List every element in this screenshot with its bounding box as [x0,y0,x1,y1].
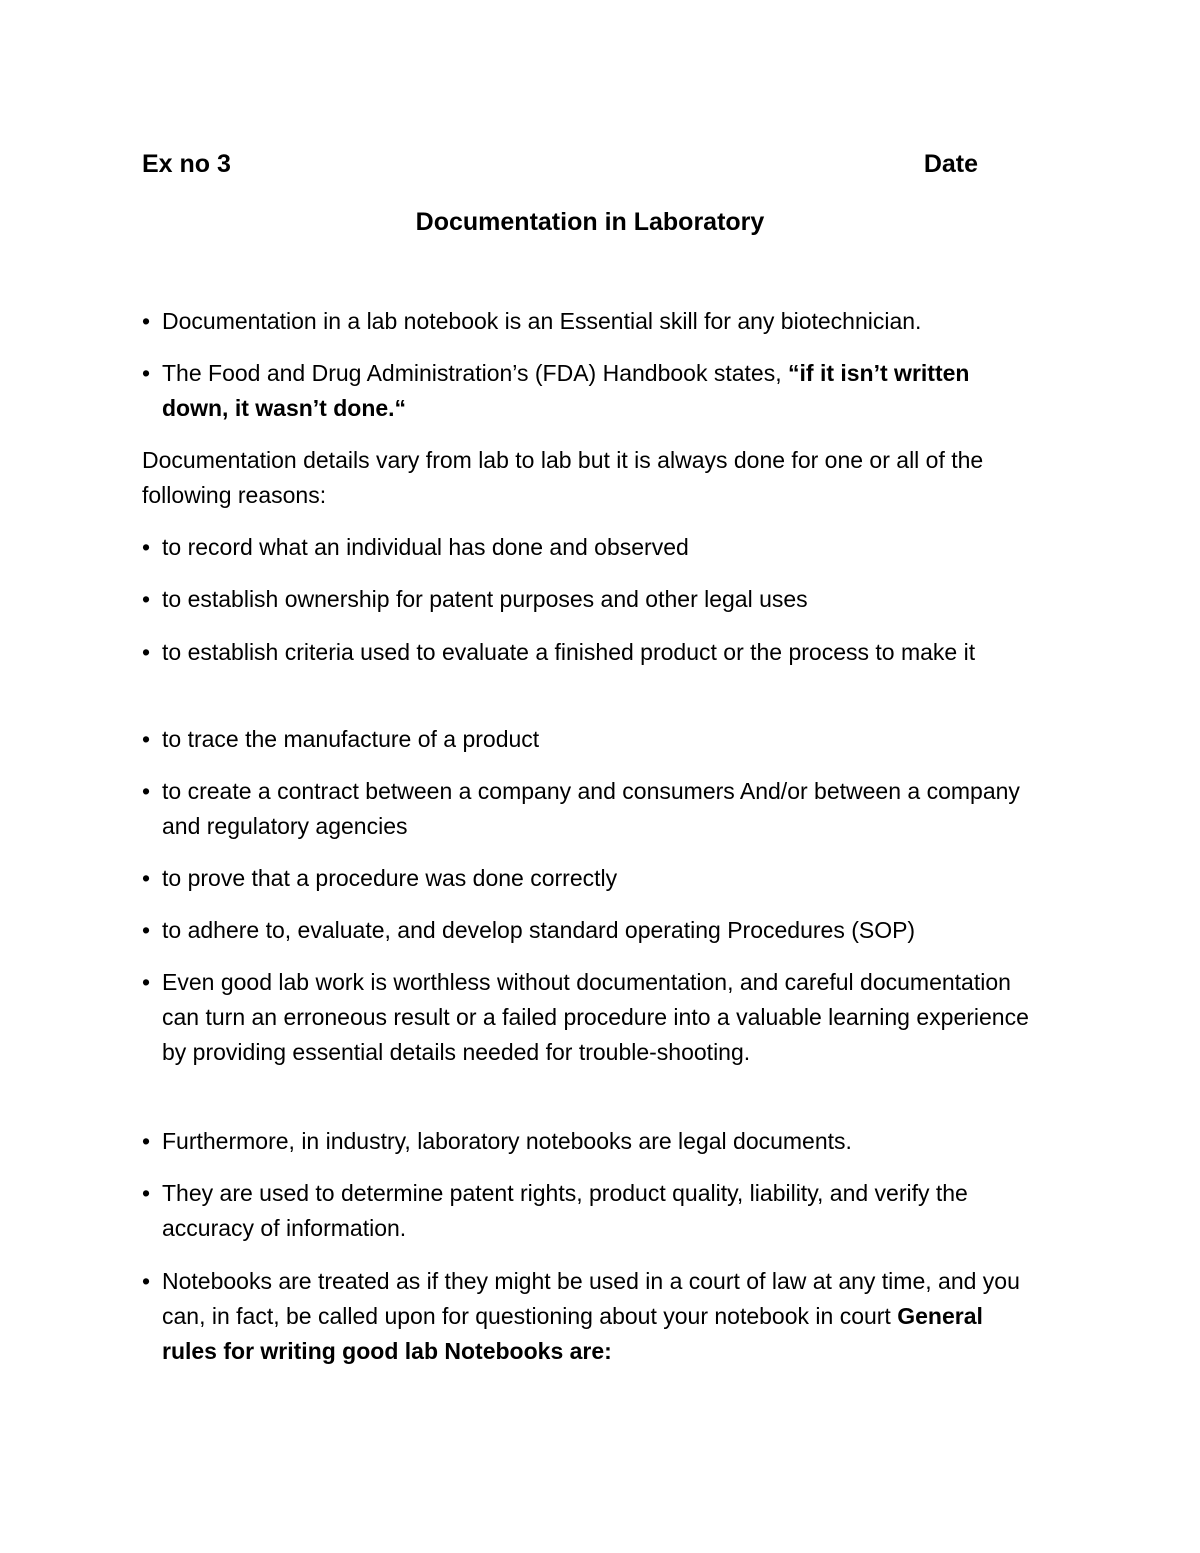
bullet-text: Documentation in a lab notebook is an Essential skill for any biotechnician. [162,308,922,334]
bullet-text: Even good lab work is worthless without documentation, and careful documentation can turn an erroneous result or a failed procedure into a valuable learning experience by providing essential details needed for trouble-shooting. [162,969,1029,1065]
bullet-text: to create a contract between a company and consumers And/or between a company and regulatory agencies [162,778,1020,839]
reason-bullet [142,1124,1042,1159]
bullet-dot: • [142,586,151,612]
bullet-text: Furthermore, in industry, laboratory notebooks are legal documents. [162,1128,852,1154]
reason-bullet [142,722,1042,757]
bullet-dot: • [142,360,151,386]
bullet-text: to prove that a procedure was done correctly [162,865,618,891]
reason-bullet [142,965,1042,1070]
reason-bullet [142,913,1042,948]
general-rules-heading: General rules for writing good lab Notebooks are: [162,1303,983,1364]
reason-bullet [142,774,1042,844]
reason-bullet [142,861,1042,896]
bullet-text: to trace the manufacture of a product [162,726,540,752]
reason-bullet [142,530,1042,565]
bullet-dot: • [142,1180,151,1206]
document-title: Documentation in Laboratory [415,208,765,236]
header-row [142,150,978,186]
final-bullet [142,1264,1042,1369]
bullet-text: to record what an individual has done and observed [162,534,689,560]
reason-bullet [142,635,1042,670]
reason-bullet [142,582,1042,617]
bullet-dot: • [142,534,151,560]
fda-quote: “if it isn’t written down, it wasn’t done.“ [162,360,970,421]
bullet-text: The Food and Drug Administration’s (FDA) Handbook states, [162,360,788,386]
reasons-intro-paragraph: Documentation details vary from lab to lab but it is always done for one or all of the following reasons: [142,447,984,508]
reason-bullet [142,1176,1042,1246]
bullet-dot: • [142,917,151,943]
bullet-text: Notebooks are treated as if they might be used in a court of law at any time, and you can, in fact, be called upon for questioning about your notebook in court [162,1268,1020,1329]
exercise-number: Ex no 3 [142,150,231,178]
bullet-dot: • [142,969,151,995]
bullet-dot: • [142,865,151,891]
bullet-dot: • [142,1128,151,1154]
bullet-text: to establish ownership for patent purposes and other legal uses [162,586,808,612]
bullet-text: to establish criteria used to evaluate a finished product or the process to make it [162,639,976,665]
intro-bullet [142,356,1042,426]
bullet-text: They are used to determine patent rights, product quality, liability, and verify the accuracy of information. [162,1180,968,1241]
bullet-dot: • [142,778,151,804]
bullet-dot: • [142,308,151,334]
bullet-dot: • [142,726,151,752]
date-label: Date [923,150,978,178]
bullet-dot: • [142,639,151,665]
intro-bullet [142,304,1042,339]
bullet-text: to adhere to, evaluate, and develop standard operating Procedures (SOP) [162,917,916,943]
bullet-dot: • [142,1268,151,1294]
